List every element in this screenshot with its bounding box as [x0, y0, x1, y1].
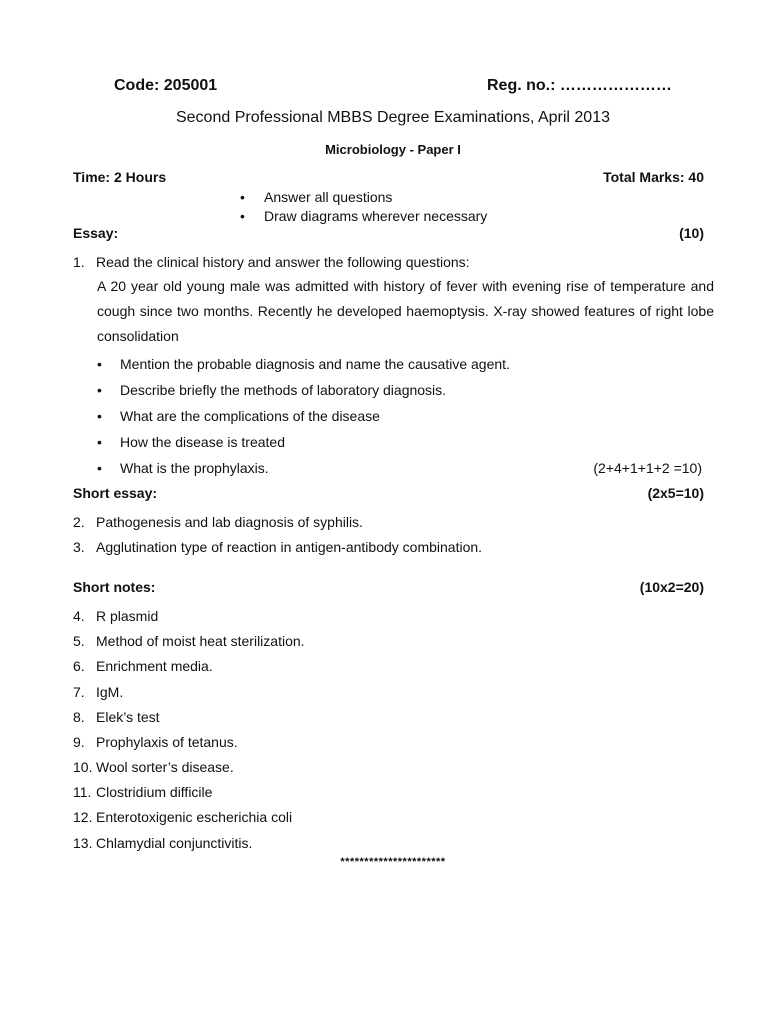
- total-marks: Total Marks: 40: [603, 169, 704, 185]
- exam-time: Time: 2 Hours: [73, 169, 167, 185]
- subquestion: • How the disease is treated: [97, 434, 285, 450]
- essay-heading: Essay:: [73, 225, 119, 241]
- reg-number: Reg. no.: …………………: [487, 77, 672, 94]
- question-8: 8. Elek’s test: [73, 709, 160, 725]
- question-7: 7. IgM.: [73, 684, 124, 700]
- question-1: 1. Read the clinical history and answer the following questions:: [73, 254, 470, 270]
- question-13: 13. Chlamydial conjunctivitis.: [73, 835, 253, 851]
- question-10: 10. Wool sorter’s disease.: [73, 759, 234, 775]
- question-3: 3. Agglutination type of reaction in antigen-antibody combination.: [73, 539, 483, 555]
- bullet-icon: •: [240, 189, 245, 205]
- question-4: 4. R plasmid: [73, 608, 159, 624]
- question-12: 12. Enterotoxigenic escherichia coli: [73, 809, 293, 825]
- question-9: 9. Prophylaxis of tetanus.: [73, 734, 238, 750]
- exam-code: Code: 205001: [114, 77, 218, 94]
- subject-title: Microbiology - Paper I: [325, 142, 461, 157]
- subquestion-marks: (2+4+1+1+2 =10): [593, 460, 702, 476]
- instruction-item: • Answer all questions: [240, 189, 393, 205]
- clinical-history: A 20 year old young male was admitted with history of fever with evening rise of temperature and cough since two months. Recently he developed haemoptysis. X-ray showed features of right lobe consolidation: [97, 278, 714, 344]
- bullet-icon: •: [97, 382, 102, 398]
- essay-marks: (10): [679, 225, 704, 241]
- bullet-icon: •: [97, 434, 102, 450]
- instruction-item: • Draw diagrams wherever necessary: [240, 208, 488, 224]
- subquestion: • What is the prophylaxis.: [97, 460, 269, 476]
- short-essay-heading: Short essay:: [73, 485, 158, 501]
- question-6: 6. Enrichment media.: [73, 658, 213, 674]
- bullet-icon: •: [240, 208, 245, 224]
- end-marker: **********************: [340, 856, 446, 868]
- exam-title: Second Professional MBBS Degree Examinations, April 2013: [175, 109, 610, 126]
- subquestion: • Describe briefly the methods of laboratory diagnosis.: [97, 382, 447, 398]
- bullet-icon: •: [97, 356, 102, 372]
- short-notes-marks: (10x2=20): [639, 579, 704, 595]
- bullet-icon: •: [97, 408, 102, 424]
- question-5: 5. Method of moist heat sterilization.: [73, 633, 305, 649]
- bullet-icon: •: [97, 460, 102, 476]
- subquestion: • What are the complications of the disease: [97, 408, 380, 424]
- question-11: 11. Clostridium difficile: [73, 784, 213, 800]
- short-notes-heading: Short notes:: [73, 579, 156, 595]
- subquestion: • Mention the probable diagnosis and name the causative agent.: [97, 356, 510, 372]
- short-essay-marks: (2x5=10): [647, 485, 704, 501]
- question-2: 2. Pathogenesis and lab diagnosis of syphilis.: [73, 514, 363, 530]
